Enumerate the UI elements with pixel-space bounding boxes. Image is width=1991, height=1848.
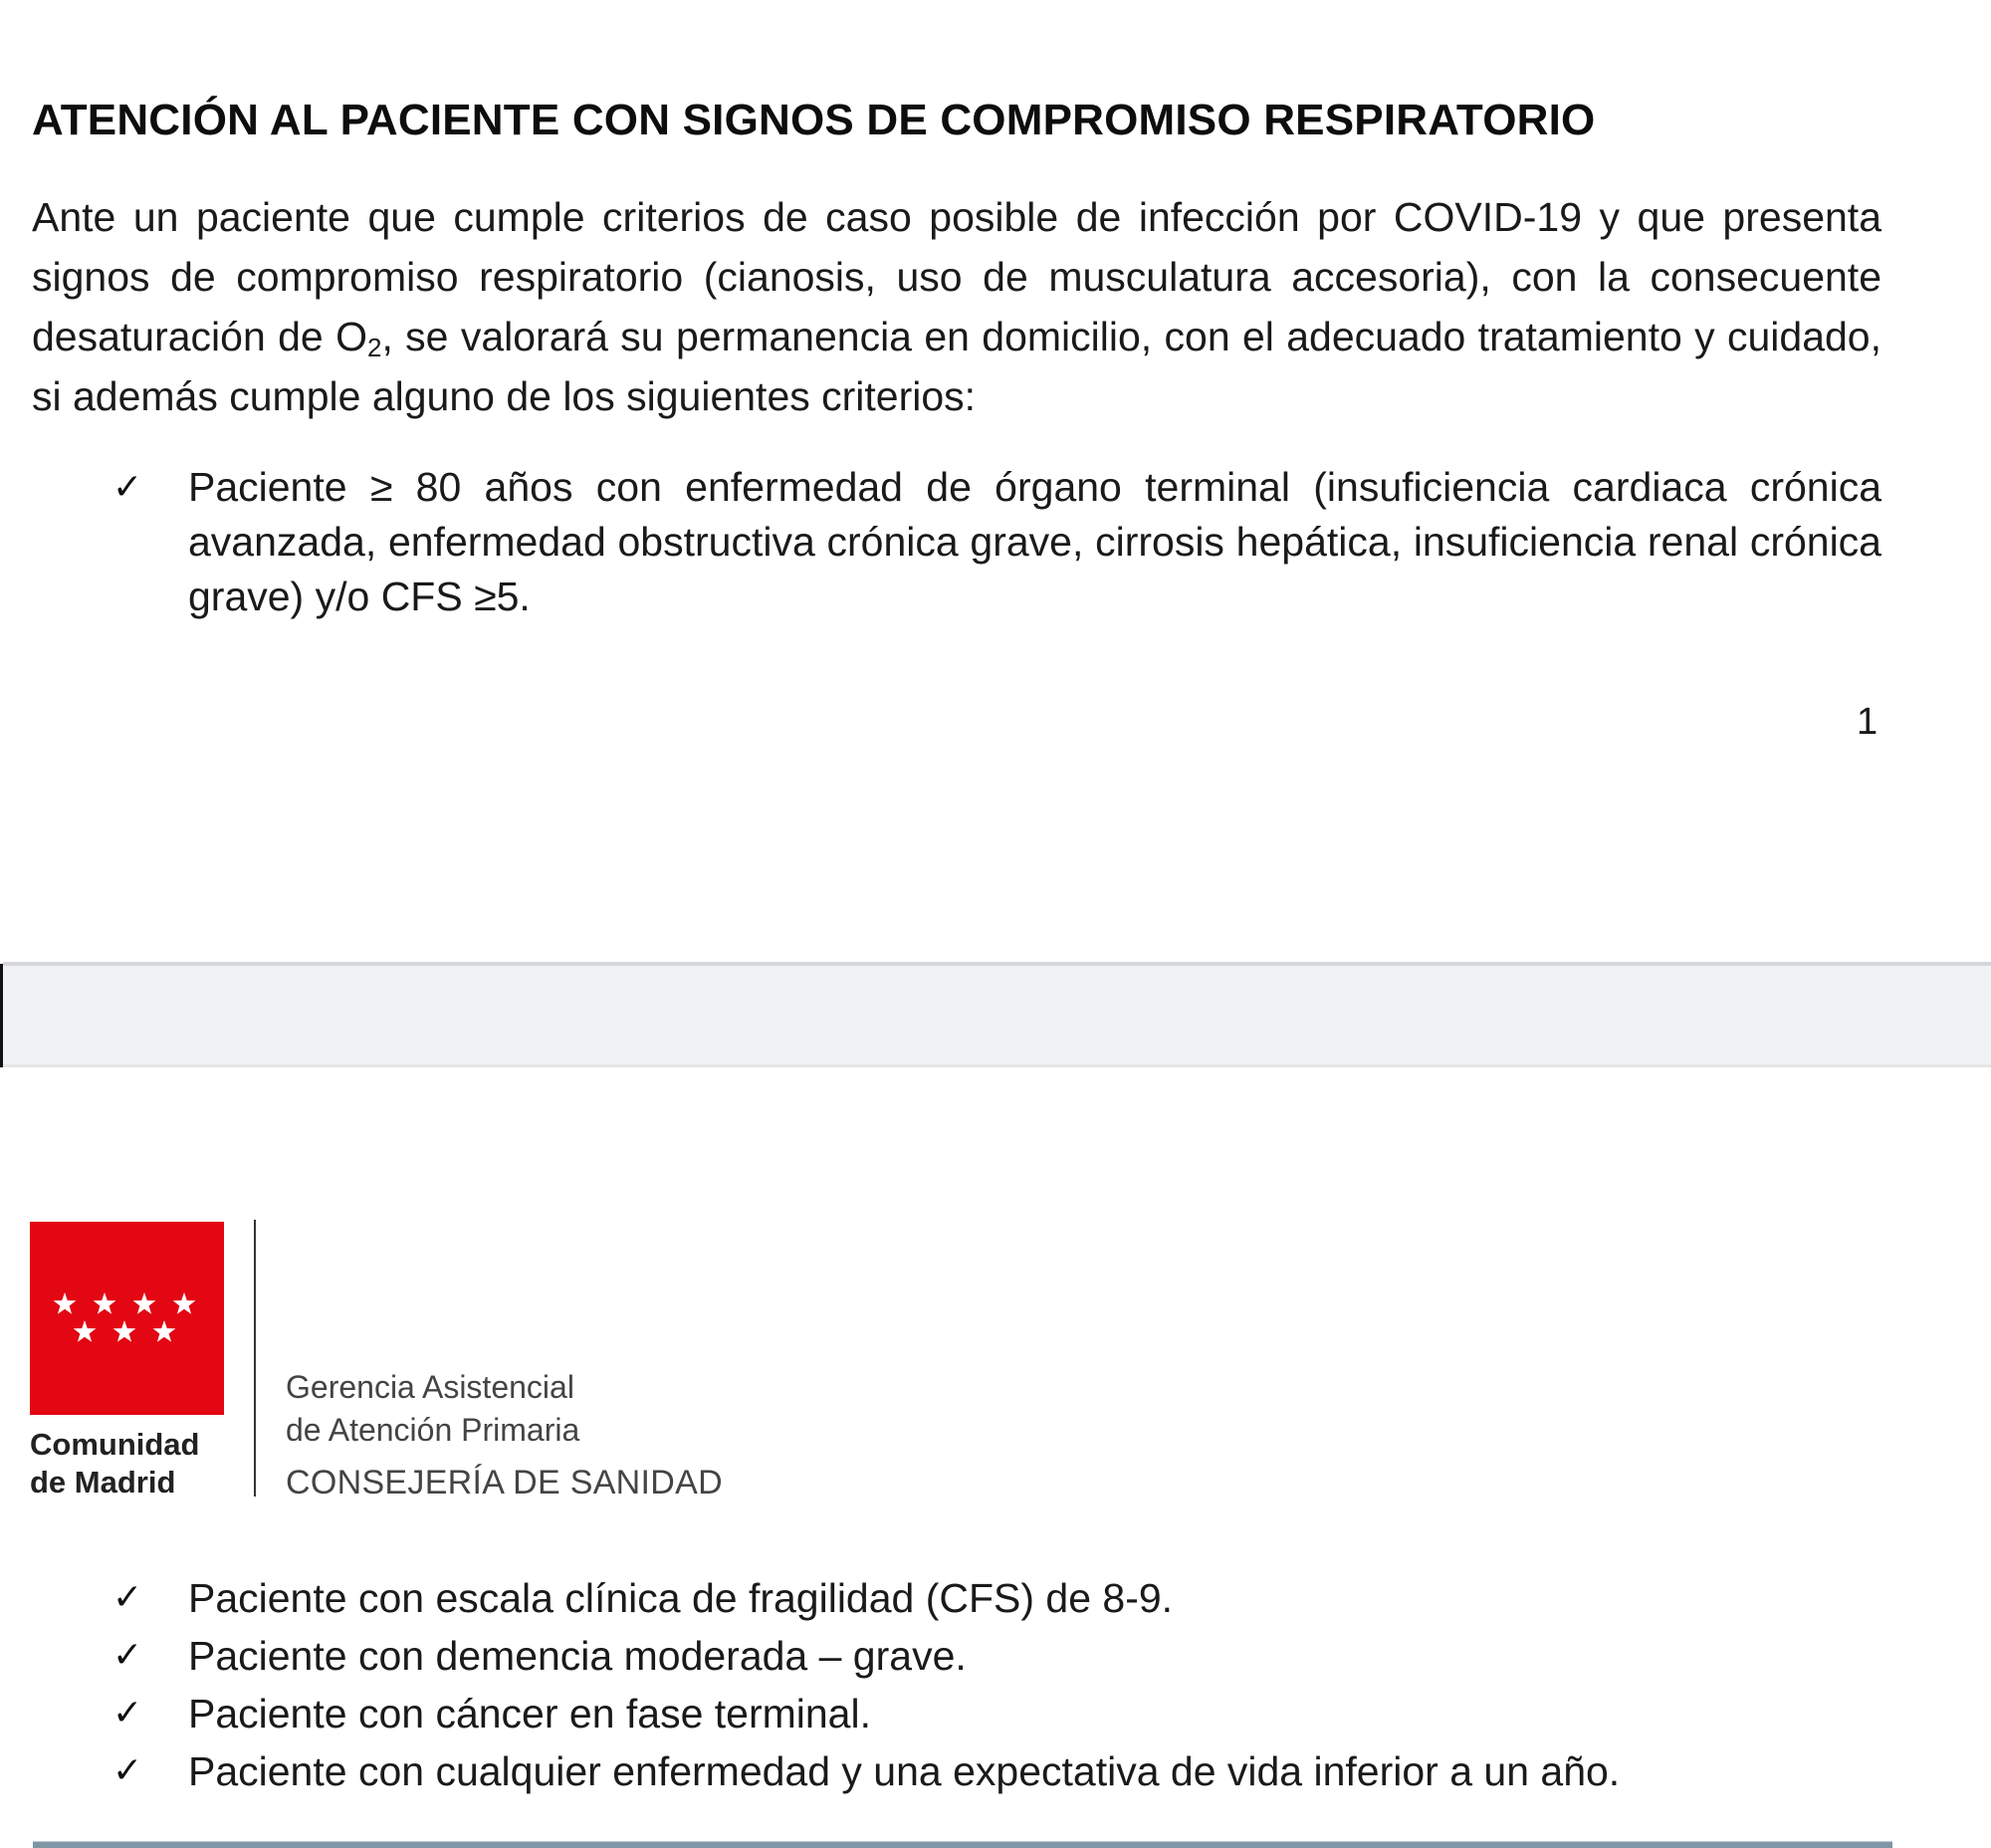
criteria-item xyxy=(112,460,1881,624)
comunidad-madrid-logo xyxy=(30,1222,224,1415)
logo-wordmark xyxy=(30,1426,200,1502)
criteria-text: Paciente con escala clínica de fragilidad (CFS) de 8-9. xyxy=(188,1575,1174,1621)
checkmark-icon: ✓ xyxy=(112,1577,143,1618)
criteria-text: Paciente ≥ 80 años con enfermedad de órgano terminal (insuficiencia cardiaca crónica avanzada, enfermedad obstructiva crónica grave, cirrosis hepática, insuficiencia renal crónica grave) y/o CFS ≥5. xyxy=(188,464,1881,619)
logo-name-line1: Comunidad xyxy=(30,1427,200,1462)
page-number: 1 xyxy=(1857,701,1879,743)
criteria-text: Paciente con cualquier enfermedad y una expectativa de vida inferior a un año. xyxy=(188,1748,1621,1794)
org-line-1: Gerencia Asistencial xyxy=(286,1369,574,1405)
criteria-item xyxy=(112,1742,1904,1800)
criteria-item xyxy=(112,1685,1904,1742)
page-separator xyxy=(3,962,1991,1067)
paragraph-text-part2: , se valorará su permanencia en domicilio, con el adecuado tratamiento y cuidado, si además cumple alguno de los siguientes criterios: xyxy=(32,314,1881,419)
criteria-list-page2 xyxy=(112,1569,1904,1800)
org-line-2: de Atención Primaria xyxy=(286,1412,580,1448)
checkmark-icon: ✓ xyxy=(112,467,143,508)
criteria-text: Paciente con cáncer en fase terminal. xyxy=(188,1691,871,1736)
checkmark-icon: ✓ xyxy=(112,1693,143,1733)
checkmark-icon: ✓ xyxy=(112,1750,143,1791)
org-line-3: CONSEJERÍA DE SANIDAD xyxy=(286,1464,723,1502)
criteria-item xyxy=(112,1627,1904,1685)
stars-icon xyxy=(30,1222,224,1415)
checkmark-icon: ✓ xyxy=(112,1635,143,1676)
oxygen-subscript: 2 xyxy=(366,333,382,362)
criteria-list-page1 xyxy=(112,460,1881,624)
paragraph-text-part1: Ante un paciente que cumple criterios de caso posible de infección por COVID-19 y que presenta signos de compromiso respiratorio (cianosis, uso de musculatura accesoria), con la consecuente desaturación de O xyxy=(32,194,1881,359)
section-heading: ATENCIÓN AL PACIENTE CON SIGNOS DE COMPROMISO RESPIRATORIO xyxy=(32,96,1596,144)
intro-paragraph xyxy=(32,187,1881,426)
criteria-text: Paciente con demencia moderada – grave. xyxy=(188,1633,967,1679)
logo-name-line2: de Madrid xyxy=(30,1465,176,1500)
criteria-item xyxy=(112,1569,1904,1627)
logo-divider xyxy=(254,1220,256,1497)
organization-block xyxy=(286,1366,723,1504)
